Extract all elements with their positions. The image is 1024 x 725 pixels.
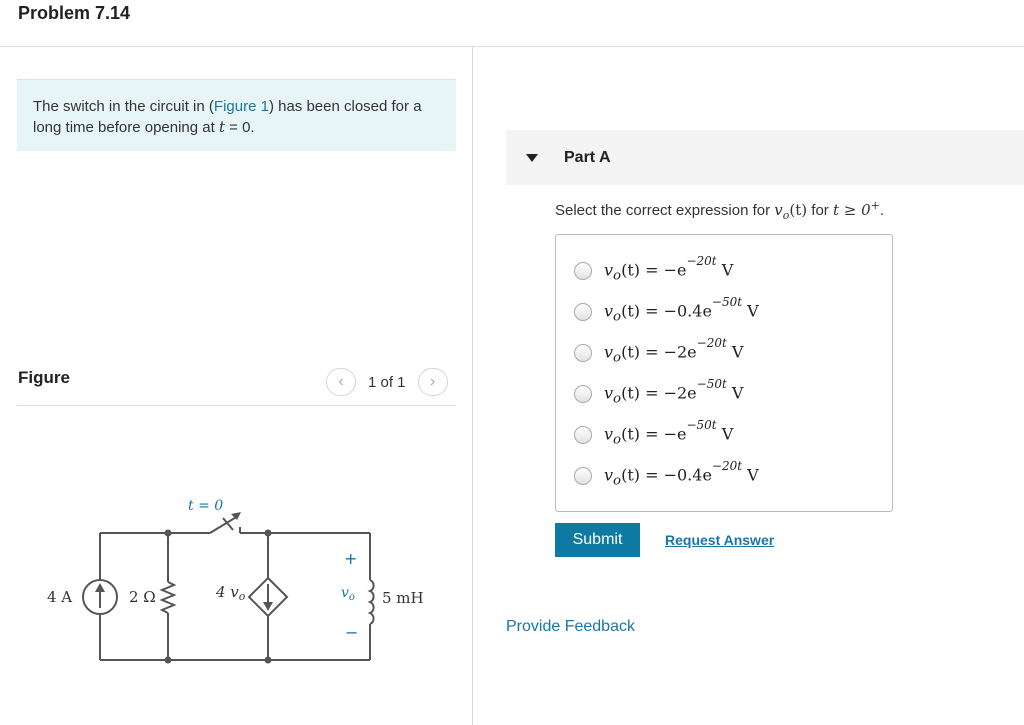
answer-option-3[interactable] — [556, 332, 892, 373]
question-var: v — [774, 201, 783, 219]
node-bottom-resistor — [165, 657, 172, 664]
figure-heading: Figure — [18, 368, 70, 387]
chevron-right-icon[interactable]: › — [418, 368, 448, 396]
chevron-left-icon[interactable]: ‹ — [326, 368, 356, 396]
option-expression: $v_o(t) = -e^{-50t}$ V — [604, 417, 734, 448]
radio-button[interactable] — [574, 467, 592, 485]
question-condition: t ≥ 0 — [832, 201, 871, 219]
submit-button[interactable]: Submit — [555, 523, 640, 557]
radio-button[interactable] — [574, 344, 592, 362]
figure-divider — [17, 405, 456, 406]
current-source-label: 4 A — [47, 588, 73, 606]
caret-down-icon[interactable] — [526, 154, 538, 162]
option-expression: $v_o(t) = -2e^{-20t}$ V — [604, 335, 744, 366]
plus-sign: + — [344, 549, 358, 568]
question-sub: o — [782, 209, 790, 222]
radio-button[interactable] — [574, 385, 592, 403]
inductor-voltage-var: v — [341, 585, 349, 601]
inductor-symbol — [370, 580, 374, 624]
answer-option-6[interactable] — [556, 455, 892, 496]
node-bottom-dep — [265, 657, 272, 664]
statement-text-1: The switch in the circuit in ( — [33, 98, 214, 115]
part-a-title: Part A — [564, 148, 611, 166]
radio-button[interactable] — [574, 262, 592, 280]
resistor-symbol — [162, 582, 174, 613]
column-divider — [472, 47, 473, 725]
minus-sign: − — [345, 623, 359, 642]
question-end: . — [879, 202, 885, 219]
request-answer-link[interactable]: Request Answer — [665, 532, 775, 548]
figure-link[interactable]: Figure 1 — [213, 98, 269, 115]
option-expression: $v_o(t) = -0.4e^{-50t}$ V — [604, 294, 759, 325]
question-mid: for — [807, 202, 833, 219]
inductor-voltage-sub: o — [348, 592, 355, 603]
question-condition-sup: + — [870, 199, 880, 212]
answer-option-5[interactable] — [556, 414, 892, 455]
header-divider — [0, 46, 1024, 47]
statement-text-2: ) has been closed for a long time before opening at — [33, 98, 422, 136]
statement-var: t — [218, 118, 225, 136]
answer-option-2[interactable] — [556, 291, 892, 332]
answer-options — [555, 234, 893, 512]
figure-pager — [326, 368, 448, 396]
radio-button[interactable] — [574, 426, 592, 444]
dep-source-label — [215, 583, 246, 603]
option-expression: $v_o(t) = -2e^{-50t}$ V — [604, 376, 744, 407]
answer-option-4[interactable] — [556, 373, 892, 414]
option-expression: $v_o(t) = -0.4e^{-20t}$ V — [604, 458, 759, 489]
option-expression: $v_o(t) = -e^{-20t}$ V — [604, 253, 734, 284]
node-top-resistor — [165, 530, 172, 537]
problem-title: Problem 7.14 — [18, 3, 131, 23]
problem-statement — [17, 79, 456, 151]
resistor-label: 2 Ω — [129, 588, 156, 606]
circuit-diagram — [40, 480, 440, 680]
answer-option-1[interactable] — [556, 250, 892, 291]
inductor-voltage-label — [341, 585, 355, 603]
provide-feedback-link[interactable]: Provide Feedback — [506, 618, 635, 635]
switch-label: t = 0 — [188, 498, 224, 514]
dep-source-sub: o — [238, 590, 246, 603]
question-prefix: Select the correct expression for — [555, 202, 775, 219]
current-source-arrowhead — [95, 583, 105, 592]
node-top-dep — [265, 530, 272, 537]
part-a-header[interactable] — [506, 130, 1024, 185]
dep-source-value: 4 v — [216, 583, 239, 601]
question-arg: (t) — [789, 201, 808, 219]
figure-page-count: 1 of 1 — [368, 373, 406, 391]
inductor-label: 5 mH — [382, 589, 424, 607]
radio-button[interactable] — [574, 303, 592, 321]
dep-source-arrowhead — [263, 602, 273, 611]
statement-text-3: = 0. — [225, 119, 255, 136]
question-prompt — [555, 199, 884, 222]
